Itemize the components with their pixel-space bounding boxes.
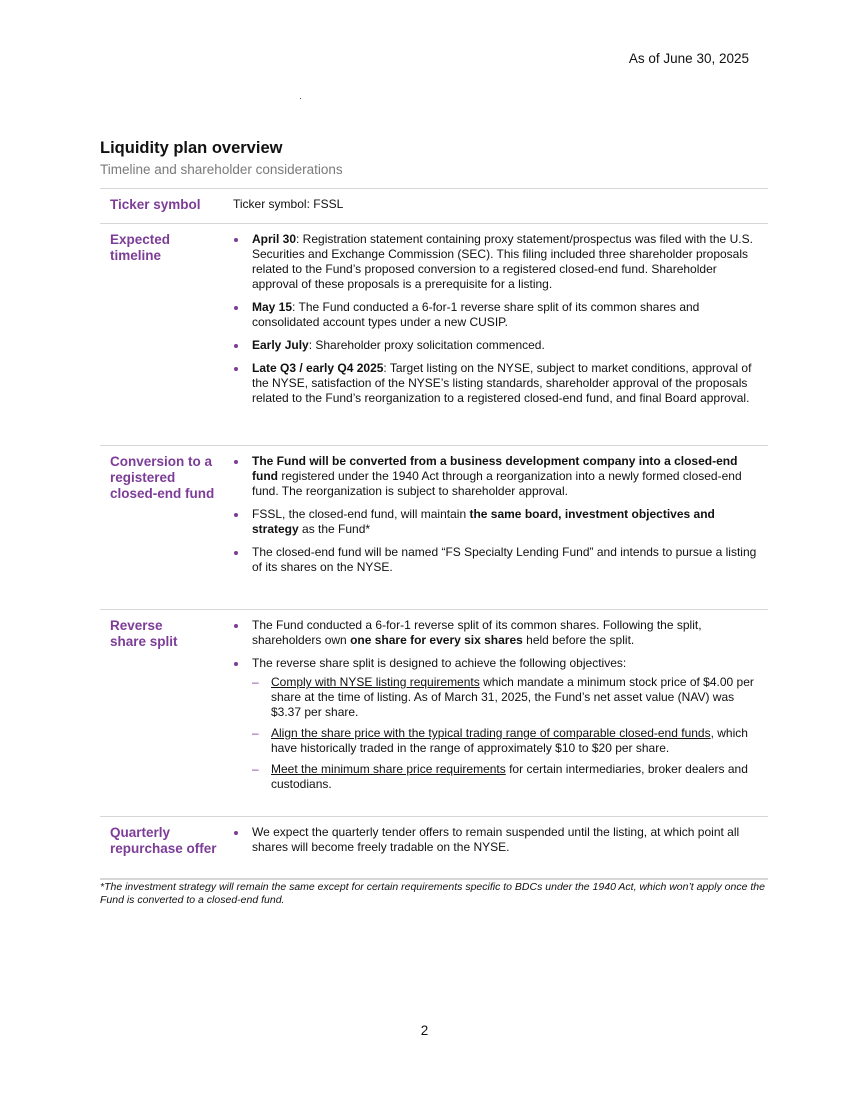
row-reverse-share-split — [100, 609, 768, 816]
row-label — [100, 224, 233, 445]
dash-item — [252, 675, 760, 720]
body-text: The closed-end fund will be named “FS Specialty Lending Fund” and intends to pursue a listing of its shares on the NYSE. — [252, 545, 757, 574]
body-text: for certain intermediaries, broker dealers and custodians. — [271, 762, 748, 791]
label-line: Expected — [110, 232, 171, 247]
body-text: FSSL, the closed-end fund, will maintain — [252, 507, 470, 521]
ticker-text: Ticker symbol: FSSL — [233, 197, 344, 211]
bold-text: one share for every six shares — [350, 633, 523, 647]
bullet-item — [233, 338, 760, 353]
row-label — [100, 446, 233, 609]
bullet-item — [233, 825, 760, 855]
bold-text: Late Q3 / early Q4 2025 — [252, 361, 384, 375]
row-content — [233, 224, 768, 445]
section-subtitle: Timeline and shareholder considerations — [100, 162, 343, 177]
section-title: Liquidity plan overview — [100, 139, 283, 157]
body-text: , which have historically traded in the range of approximately $10 to $20 per share. — [271, 726, 748, 755]
body-text: which mandate a minimum stock price of $4.00 per share at the time of listing. As of March 31, 2025, the Fund’s net asset value (NAV) was $3.37 per share. — [271, 675, 754, 719]
row-content — [233, 446, 768, 609]
body-text: held before the split. — [522, 633, 635, 647]
body-text: : Target listing on the NYSE, subject to market conditions, approval of the NYSE, satisfaction of the NYSE’s listing standards, shareholder approval of the proposals related to the Fund’s reorganization to a registered closed-end fund, and final Board approval. — [252, 361, 752, 405]
bullet-item — [233, 507, 760, 537]
bold-text: April 30 — [252, 232, 297, 246]
underlined-text: Meet the minimum share price requirements — [271, 762, 506, 776]
bullet-item — [233, 545, 760, 575]
bold-text: the same board, investment objectives and strategy — [252, 507, 715, 536]
body-text: : Shareholder proxy solicitation commenced. — [308, 338, 545, 352]
row-label — [100, 817, 233, 879]
bullet-item — [233, 454, 760, 499]
dash-item — [252, 762, 760, 792]
label-line: repurchase offer — [110, 841, 217, 856]
body-text: The reverse share split is designed to achieve the following objectives: — [252, 656, 627, 670]
row-content — [233, 189, 768, 223]
stray-dot — [300, 98, 301, 99]
bullet-item — [233, 361, 760, 406]
label-line: Conversion to a — [110, 454, 213, 469]
label-line: Reverse — [110, 618, 163, 633]
label-line: Ticker symbol — [110, 197, 201, 212]
label-line: Quarterly — [110, 825, 171, 840]
body-text: We expect the quarterly tender offers to remain suspended until the listing, at which point all shares will become freely tradable on the NYSE. — [252, 825, 740, 854]
row-label — [100, 610, 233, 816]
underlined-text: Align the share price with the typical trading range of comparable closed-end funds — [271, 726, 711, 740]
underlined-text: Comply with NYSE listing requirements — [271, 675, 480, 689]
body-text: registered under the 1940 Act through a reorganization into a newly formed closed-end fund. The reorganization is subject to shareholder approval. — [252, 469, 742, 498]
bullet-item — [233, 656, 760, 792]
body-text: as the Fund* — [298, 522, 371, 536]
row-conversion — [100, 445, 768, 609]
bold-text: Early July — [252, 338, 309, 352]
dash-item — [252, 726, 760, 756]
body-text: : Registration statement containing proxy statement/prospectus was filed with the U.S. Securities and Exchange Commission (SEC). This filing included three shareholder proposals related to the Fund’s proposed conversion to a registered closed-end fund. Shareholder approval of these proposals is a prerequisite for a listing. — [252, 232, 753, 291]
as-of-date: As of June 30, 2025 — [628, 51, 749, 66]
bold-text: The Fund will be converted from a business development company into a closed-end fund — [252, 454, 738, 483]
row-quarterly-repurchase — [100, 816, 768, 880]
row-label — [100, 189, 233, 223]
row-content — [233, 817, 768, 879]
footnote: *The investment strategy will remain the same except for certain requirements specific to BDCs under the 1940 Act, which won’t apply once the Fund is converted to a closed-end fund. — [100, 878, 768, 907]
row-content — [233, 610, 768, 816]
liquidity-plan-table — [100, 188, 768, 880]
label-line: timeline — [110, 248, 162, 263]
row-ticker-symbol — [100, 188, 768, 223]
bullet-item — [233, 618, 760, 648]
label-line: closed-end fund — [110, 486, 215, 501]
label-line: share split — [110, 634, 178, 649]
bullet-item — [233, 300, 760, 330]
body-text: The Fund conducted a 6-for-1 reverse split of its common shares. Following the split, shareholders own — [252, 618, 702, 647]
bullet-item — [233, 232, 760, 292]
bold-text: May 15 — [252, 300, 293, 314]
body-text: : The Fund conducted a 6-for-1 reverse share split of its common shares and consolidated account types under a new CUSIP. — [252, 300, 700, 329]
label-line: registered — [110, 470, 176, 485]
page-number: 2 — [420, 1023, 429, 1038]
row-expected-timeline — [100, 223, 768, 445]
